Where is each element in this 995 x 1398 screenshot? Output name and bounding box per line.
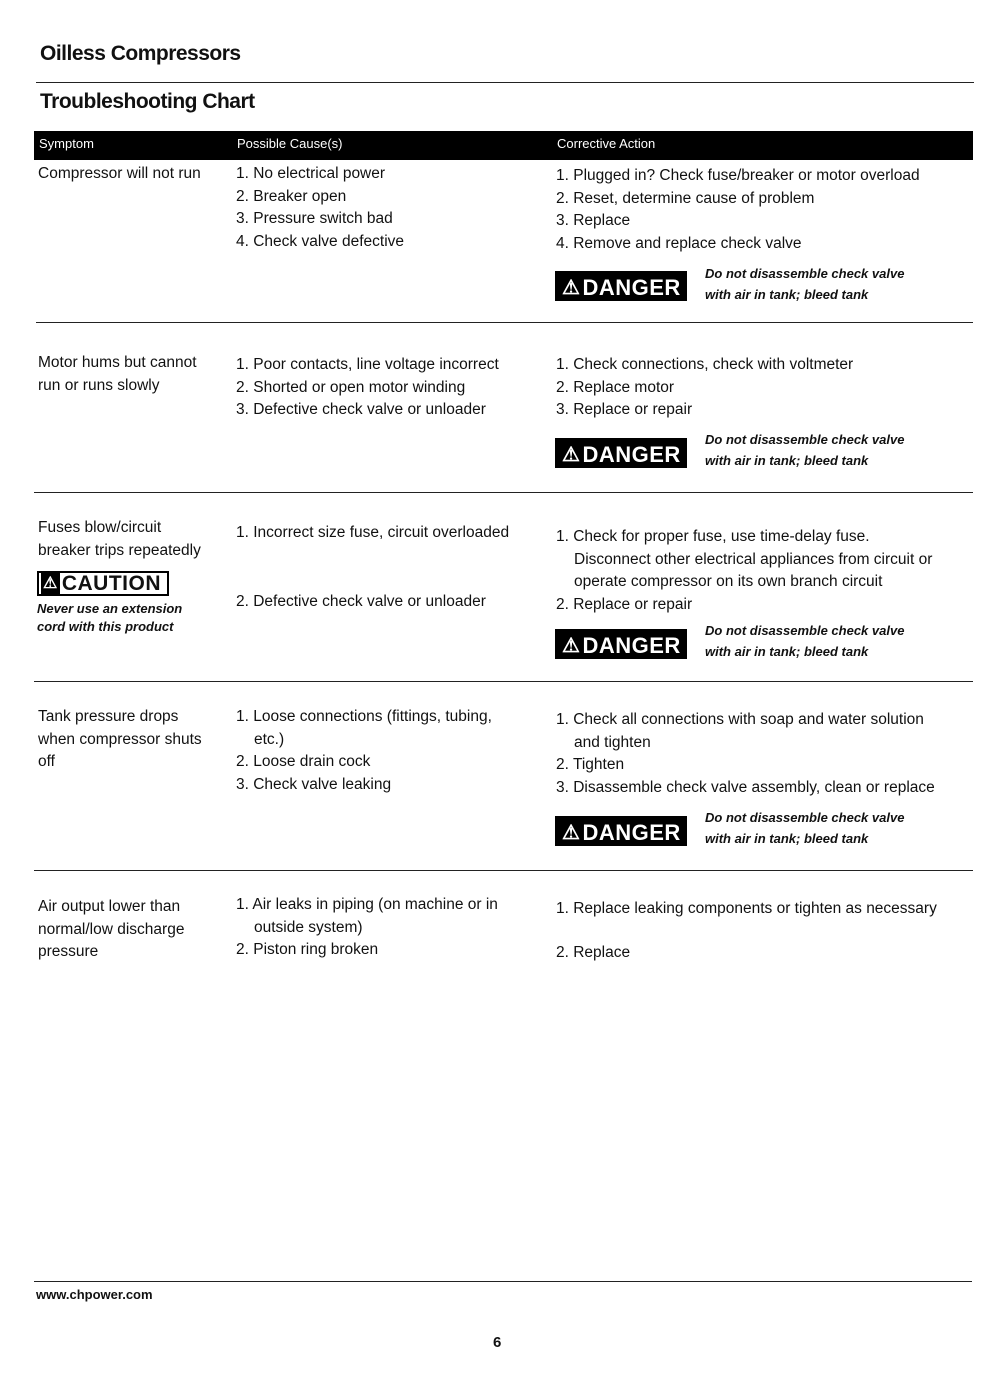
- danger-note-line: Do not disassemble check valve: [705, 266, 905, 281]
- danger-note-line: with air in tank; bleed tank: [705, 831, 869, 846]
- warning-triangle-icon: ⚠: [43, 575, 58, 592]
- symptom-line: run or runs slowly: [38, 376, 160, 394]
- danger-note-line: with air in tank; bleed tank: [705, 644, 869, 659]
- action-line: 1. Check for proper fuse, use time-delay fuse.: [556, 528, 870, 545]
- cause-line: 1. Loose connections (fittings, tubing,: [236, 708, 492, 725]
- row-3-cause-2: 2. Defective check valve or unloader: [236, 593, 486, 610]
- danger-text: DANGER: [582, 820, 681, 845]
- action-line: 2. Tighten: [556, 756, 625, 773]
- symptom-line: off: [38, 753, 55, 770]
- column-header-action: Corrective Action: [557, 136, 656, 151]
- symptom-line: normal/low discharge: [38, 920, 185, 938]
- warning-triangle-icon: ⚠: [562, 444, 581, 466]
- caution-note-line: Never use an extension: [37, 601, 183, 616]
- row-2-symptom: [38, 352, 197, 397]
- action-line: 3. Replace: [556, 212, 631, 229]
- danger-label: [556, 817, 686, 845]
- action-line: operate compressor on its own branch circuit: [574, 573, 883, 590]
- action-line: 1. Check all connections with soap and water solution: [556, 711, 924, 728]
- cause-line: 2. Loose drain cock: [236, 753, 371, 770]
- top-divider: [36, 82, 974, 83]
- symptom-line: breaker trips repeatedly: [38, 541, 201, 559]
- warning-triangle-icon: ⚠: [562, 277, 581, 299]
- symptom-line: Tank pressure drops: [38, 708, 179, 725]
- symptom-line: Air output lower than: [38, 898, 181, 915]
- row-4-actions: [556, 709, 935, 799]
- caution-note: [37, 600, 182, 636]
- cause-line: 2. Piston ring broken: [236, 941, 379, 958]
- danger-note-line: Do not disassemble check valve: [705, 623, 905, 638]
- row-divider: [36, 322, 973, 323]
- column-header-symptom: Symptom: [39, 136, 94, 151]
- danger-label: [556, 272, 686, 300]
- action-line: 2. Replace or repair: [556, 595, 693, 613]
- cause-line: 3. Check valve leaking: [236, 775, 392, 793]
- symptom-line: when compressor shuts: [38, 730, 202, 748]
- action-line: 1. Plugged in? Check fuse/breaker or motor overload: [556, 167, 920, 184]
- action-line: 4. Remove and replace check valve: [556, 234, 802, 252]
- row-divider: [34, 870, 973, 871]
- cause-line: 1. Poor contacts, line voltage incorrect: [236, 356, 499, 373]
- danger-note: [705, 263, 904, 305]
- column-header-causes: Possible Cause(s): [237, 136, 343, 151]
- cause-line: 2. Breaker open: [236, 187, 347, 205]
- danger-label: [556, 439, 686, 467]
- action-line: 2. Reset, determine cause of problem: [556, 189, 815, 207]
- caution-label: [37, 571, 169, 596]
- danger-note-line: Do not disassemble check valve: [705, 432, 905, 447]
- cause-line: 4. Check valve defective: [236, 232, 405, 250]
- row-1-causes: [236, 163, 404, 253]
- cause-line: etc.): [254, 730, 285, 748]
- row-divider: [34, 681, 973, 682]
- warning-triangle-icon: ⚠: [562, 822, 581, 844]
- danger-note: [705, 807, 904, 849]
- action-line: 2. Replace motor: [556, 378, 675, 396]
- warning-triangle-icon: ⚠: [562, 635, 581, 657]
- danger-note-line: Do not disassemble check valve: [705, 810, 905, 825]
- row-4-causes: [236, 706, 492, 796]
- danger-text: DANGER: [582, 633, 681, 658]
- danger-label: [556, 630, 686, 658]
- row-divider: [34, 492, 973, 493]
- action-line: 1. Check connections, check with voltmeter: [556, 356, 854, 373]
- cause-line: 2. Shorted or open motor winding: [236, 378, 466, 396]
- symptom-line: Compressor will not run: [38, 165, 201, 182]
- cause-line: 3. Pressure switch bad: [236, 210, 393, 227]
- table-header-bar: [34, 131, 973, 160]
- danger-note-line: with air in tank; bleed tank: [705, 453, 869, 468]
- action-line: Disconnect other electrical appliances from circuit or: [574, 550, 933, 568]
- action-line: 3. Disassemble check valve assembly, clean or replace: [556, 778, 935, 796]
- footer-url: www.chpower.com: [36, 1287, 153, 1302]
- page-number: 6: [493, 1334, 502, 1351]
- caution-text: CAUTION: [61, 572, 162, 595]
- row-3-symptom: [38, 517, 201, 562]
- row-1-symptom: [38, 163, 201, 186]
- danger-note: [705, 429, 904, 471]
- row-4-symptom: [38, 706, 202, 774]
- cause-line: 1. Air leaks in piping (on machine or in: [236, 896, 498, 913]
- action-line: 3. Replace or repair: [556, 401, 693, 418]
- row-1-actions: [556, 165, 920, 255]
- row-5-causes: [236, 894, 498, 962]
- row-5-action-2: 2. Replace: [556, 944, 631, 961]
- danger-text: DANGER: [582, 275, 681, 300]
- row-2-actions: [556, 354, 853, 422]
- caution-note-line: cord with this product: [37, 619, 174, 634]
- symptom-line: Motor hums but cannot: [38, 354, 197, 371]
- row-2-causes: [236, 354, 499, 422]
- cause-line: outside system): [254, 918, 363, 936]
- danger-note-line: with air in tank; bleed tank: [705, 287, 869, 302]
- symptom-line: Fuses blow/circuit: [38, 519, 162, 536]
- cause-line: 1. No electrical power: [236, 165, 386, 182]
- symptom-line: pressure: [38, 943, 99, 960]
- danger-note: [705, 620, 904, 662]
- cause-line: 3. Defective check valve or unloader: [236, 401, 486, 418]
- action-line: and tighten: [574, 733, 651, 751]
- danger-text: DANGER: [582, 442, 681, 467]
- footer-divider: [34, 1281, 972, 1282]
- row-3-actions: [556, 526, 932, 616]
- section-title: Oilless Compressors: [40, 42, 241, 65]
- chart-title: Troubleshooting Chart: [40, 90, 255, 113]
- row-5-symptom: [38, 896, 184, 964]
- row-3-cause-1: 1. Incorrect size fuse, circuit overloaded: [236, 524, 510, 541]
- row-5-action-1: 1. Replace leaking components or tighten as necessary: [556, 900, 937, 917]
